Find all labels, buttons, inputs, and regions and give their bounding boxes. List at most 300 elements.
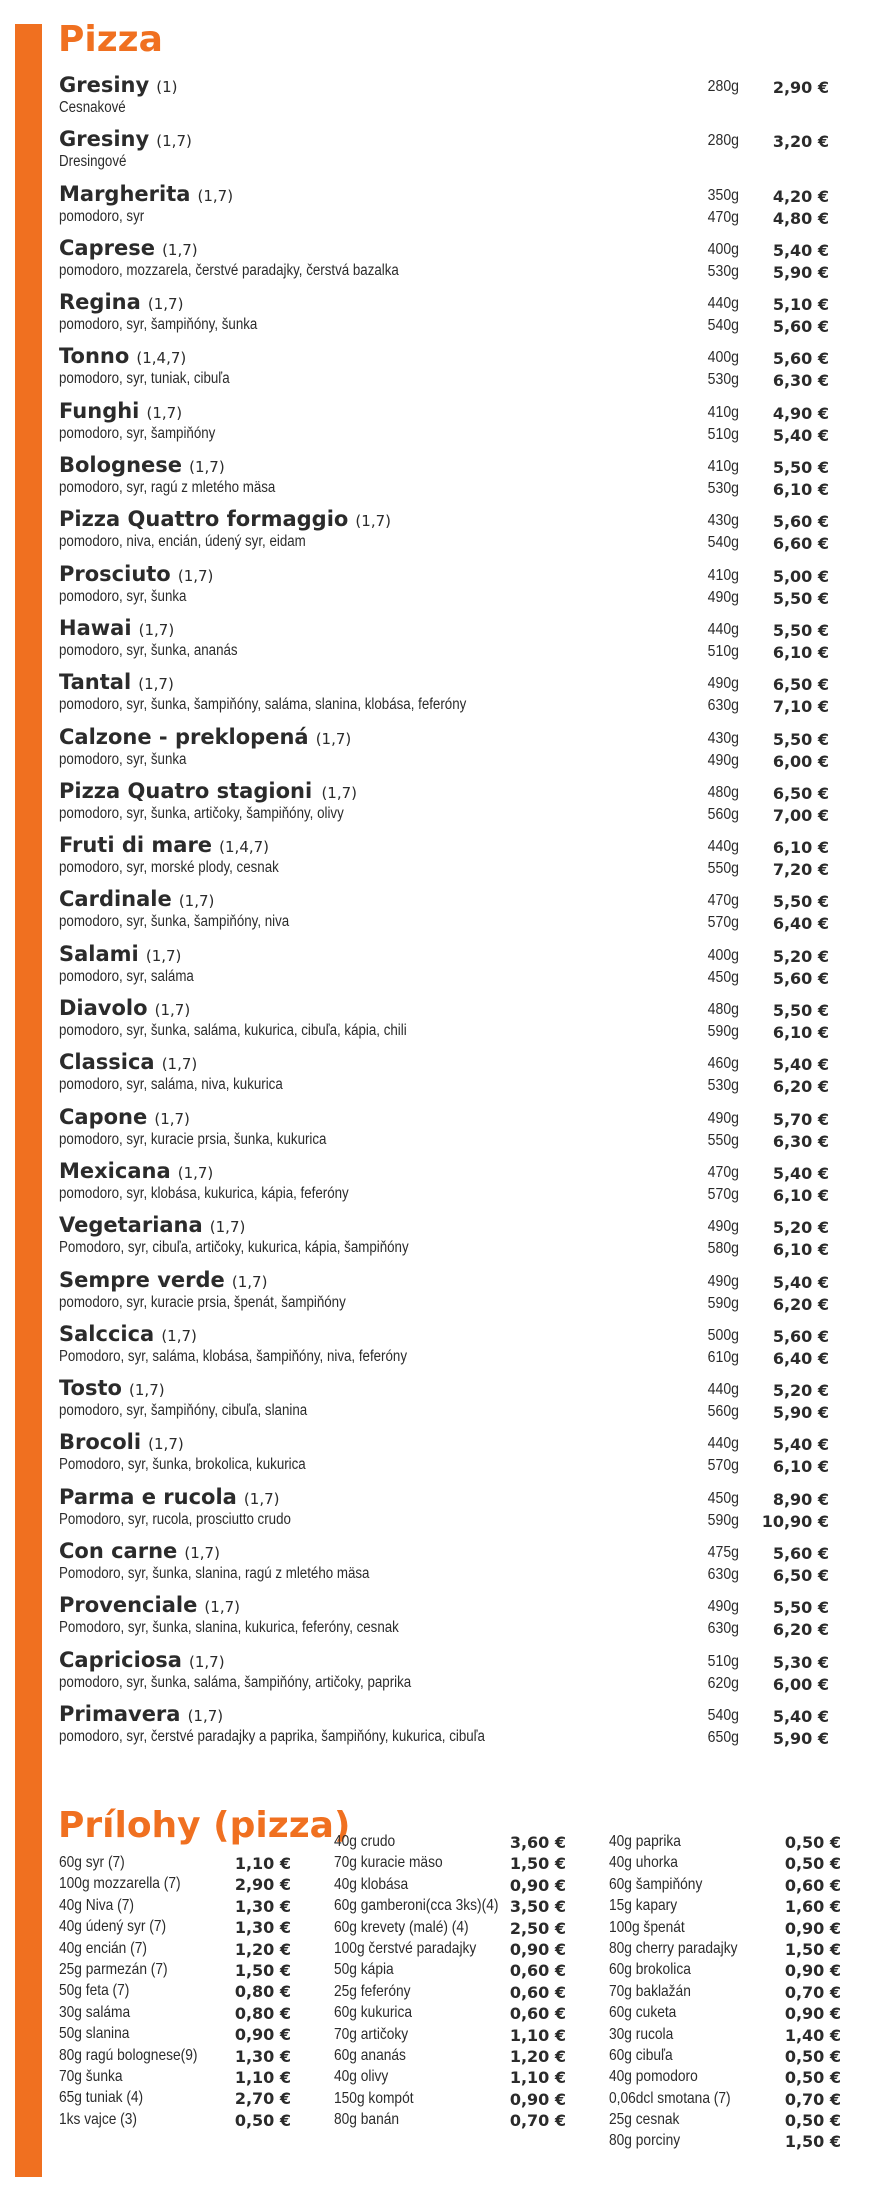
pizza-allergens: (1,7) (156, 132, 192, 151)
pizza-price: 4,90 € (772, 403, 829, 423)
addons-column-2 (334, 1833, 566, 2132)
pizza-price: 8,90 € (772, 1489, 829, 1509)
addon-item (59, 1875, 291, 1896)
addon-price: 0,60 € (509, 1961, 566, 1981)
pizza-name: Salccica (59, 1321, 155, 1346)
addon-price: 1,30 € (234, 1918, 291, 1938)
size-row (679, 132, 829, 154)
pizza-weight: 410g (707, 458, 739, 476)
pizza-weight: 410g (707, 403, 739, 421)
pizza-price: 5,70 € (772, 1109, 829, 1129)
addon-name: 80g ragú bolognese(9) (59, 2046, 198, 2064)
pizza-weight: 490g (707, 1218, 739, 1236)
pizza-price: 6,10 € (772, 1457, 829, 1477)
pizza-allergens: (1,7) (145, 946, 182, 965)
pizza-weight: 440g (707, 620, 739, 638)
pizza-name-line (59, 344, 186, 368)
addon-item (609, 2047, 841, 2068)
pizza-sizes (679, 295, 829, 339)
addons-column-3 (609, 1833, 841, 2154)
addon-item (609, 1961, 841, 1982)
pizza-name-line (59, 399, 182, 423)
pizza-price: 5,50 € (772, 1001, 829, 1021)
pizza-ingredients: Pomodoro, syr, saláma, klobása, šampiňóny, niva, feferóny (59, 1347, 407, 1365)
pizza-name-line (59, 616, 174, 640)
pizza-name: Classica (59, 1050, 155, 1075)
pizza-allergens: (1,4,7) (136, 349, 187, 368)
size-row (679, 263, 829, 285)
pizza-allergens: (1,7) (129, 1381, 165, 1400)
pizza-allergens: (1,7) (204, 1598, 240, 1617)
pizza-ingredients: pomodoro, syr, tuniak, cibuľa (59, 370, 230, 388)
pizza-price: 5,20 € (772, 1218, 829, 1238)
addon-price: 1,20 € (509, 2046, 566, 2066)
pizza-item (59, 453, 839, 507)
addon-price: 0,60 € (784, 1875, 841, 1895)
pizza-weight: 570g (707, 1185, 739, 1203)
pizza-price: 6,00 € (772, 1674, 829, 1694)
addon-item (609, 1919, 841, 1940)
pizza-name: Sempre verde (59, 1267, 225, 1292)
pizza-ingredients: pomodoro, syr, saláma, niva, kukurica (59, 1076, 283, 1094)
pizza-sizes (679, 784, 829, 828)
addon-item (334, 2111, 566, 2132)
addon-name: 70g šunka (59, 2067, 123, 2085)
pizza-item (59, 1050, 839, 1104)
addon-item (59, 1897, 291, 1918)
pizza-list (59, 73, 839, 1756)
addon-price: 0,90 € (509, 2089, 566, 2109)
addon-item (609, 1854, 841, 1875)
addon-price: 0,70 € (509, 2111, 566, 2131)
addon-name: 30g rucola (609, 2025, 674, 2043)
addon-item (59, 2111, 291, 2132)
pizza-weight: 570g (707, 914, 739, 932)
pizza-name-line (59, 1268, 267, 1292)
pizza-item (59, 73, 839, 127)
pizza-sizes (679, 1164, 829, 1208)
addon-price: 0,70 € (784, 1982, 841, 2002)
pizza-weight: 470g (707, 892, 739, 910)
pizza-allergens: (1,7) (154, 1001, 191, 1020)
pizza-price: 5,50 € (772, 620, 829, 640)
pizza-item (59, 833, 839, 887)
pizza-ingredients: Dresingové (59, 153, 127, 171)
size-row (679, 241, 829, 263)
pizza-sizes (679, 1598, 829, 1642)
pizza-sizes (679, 567, 829, 611)
addon-item (334, 2004, 566, 2025)
pizza-weight: 500g (707, 1326, 739, 1344)
pizza-item (59, 670, 839, 724)
pizza-ingredients: pomodoro, syr, šunka, ananás (59, 641, 238, 659)
addon-name: 150g kompót (334, 2089, 414, 2107)
addon-item (59, 1940, 291, 1961)
pizza-weight: 430g (707, 512, 739, 530)
pizza-ingredients: pomodoro, syr, klobása, kukurica, kápia, feferóny (59, 1184, 349, 1202)
pizza-item (59, 1213, 839, 1267)
pizza-allergens: (1,7) (187, 1706, 224, 1725)
pizza-sizes (679, 1544, 829, 1588)
addon-name: 40g paprika (609, 1833, 681, 1850)
pizza-item (59, 344, 839, 398)
addon-price: 0,60 € (509, 2004, 566, 2024)
addon-name: 80g porciny (609, 2132, 681, 2150)
pizza-price: 6,20 € (772, 1294, 829, 1314)
pizza-allergens: (1,7) (161, 1326, 197, 1345)
addon-name: 80g banán (334, 2111, 400, 2129)
size-row (679, 1598, 829, 1620)
pizza-weight: 540g (707, 1706, 739, 1724)
pizza-ingredients: pomodoro, niva, encián, údený syr, eidam (59, 533, 306, 551)
pizza-item (59, 1105, 839, 1159)
pizza-name-line (59, 127, 192, 151)
addon-name: 25g cesnak (609, 2111, 680, 2129)
pizza-allergens: (1,7) (209, 1218, 246, 1237)
pizza-name: Brocoli (59, 1430, 142, 1455)
size-row (679, 1295, 829, 1317)
size-row (679, 1512, 829, 1534)
pizza-weight: 410g (707, 566, 739, 584)
pizza-weight: 490g (707, 751, 739, 769)
pizza-ingredients: pomodoro, syr, šunka, saláma, šampiňóny, artičoky, paprika (59, 1673, 412, 1691)
pizza-name: Vegetariana (59, 1213, 203, 1238)
pizza-name: Prosciuto (59, 561, 171, 586)
pizza-name-line (59, 1485, 279, 1509)
pizza-price: 6,10 € (772, 480, 829, 500)
pizza-weight: 610g (707, 1348, 739, 1366)
pizza-ingredients: Pomodoro, syr, šunka, slanina, ragú z mletého mäsa (59, 1565, 370, 1583)
pizza-name: Funghi (59, 398, 140, 423)
pizza-name: Bolognese (59, 453, 183, 478)
pizza-allergens: (1,7) (189, 458, 225, 477)
pizza-sizes (679, 1490, 829, 1534)
pizza-weight: 450g (707, 1489, 739, 1507)
pizza-allergens: (1,7) (321, 783, 358, 802)
addon-item (334, 1854, 566, 1875)
pizza-weight: 430g (707, 729, 739, 747)
addon-item (609, 2068, 841, 2089)
size-row (679, 860, 829, 882)
pizza-price: 5,40 € (772, 1272, 829, 1292)
pizza-price: 6,50 € (772, 783, 829, 803)
pizza-name-line (59, 1050, 197, 1074)
pizza-price: 6,40 € (772, 1348, 829, 1368)
size-row (679, 1381, 829, 1403)
addon-price: 0,50 € (784, 1833, 841, 1852)
size-row (679, 697, 829, 719)
addon-item (334, 1833, 566, 1854)
pizza-price: 6,10 € (772, 642, 829, 662)
addon-price: 0,90 € (784, 2004, 841, 2024)
addon-price: 0,90 € (509, 1939, 566, 1959)
pizza-price: 5,40 € (772, 1055, 829, 1075)
addon-price: 0,50 € (234, 2110, 291, 2130)
addon-price: 2,50 € (509, 1918, 566, 1938)
pizza-weight: 490g (707, 1272, 739, 1290)
pizza-price: 5,50 € (772, 588, 829, 608)
size-row (679, 806, 829, 828)
addon-item (334, 1876, 566, 1897)
addon-price: 0,70 € (784, 2089, 841, 2109)
addon-name: 60g ananás (334, 2046, 406, 2064)
pizza-price: 6,00 € (772, 751, 829, 771)
size-row (679, 969, 829, 991)
pizza-price: 5,30 € (772, 1652, 829, 1672)
pizza-allergens: (1,7) (177, 566, 214, 585)
size-row (679, 621, 829, 643)
pizza-weight: 450g (707, 968, 739, 986)
addon-item (59, 2025, 291, 2046)
addon-item (59, 2068, 291, 2089)
accent-bar (15, 24, 42, 2177)
pizza-item (59, 1430, 839, 1484)
pizza-weight: 530g (707, 1077, 739, 1095)
pizza-name-line (59, 1105, 190, 1129)
size-row (679, 187, 829, 209)
addon-price: 0,60 € (509, 1982, 566, 2002)
pizza-ingredients: Pomodoro, syr, cibuľa, artičoky, kukurica, kápia, šampiňóny (59, 1239, 409, 1257)
pizza-price: 5,90 € (772, 1403, 829, 1423)
pizza-weight: 440g (707, 295, 739, 313)
pizza-name-line (59, 887, 214, 911)
pizza-weight: 280g (707, 132, 739, 150)
pizza-name-line (59, 833, 269, 857)
addon-name: 100g špenát (609, 1918, 685, 1936)
pizza-price: 6,10 € (772, 1185, 829, 1205)
size-row (679, 1675, 829, 1697)
pizza-price: 6,10 € (772, 1023, 829, 1043)
size-row (679, 892, 829, 914)
size-row (679, 1273, 829, 1295)
pizza-price: 10,90 € (761, 1511, 829, 1531)
pizza-weight: 530g (707, 262, 739, 280)
size-row (679, 404, 829, 426)
addon-item (334, 2026, 566, 2047)
pizza-price: 5,60 € (772, 1326, 829, 1346)
pizza-weight: 400g (707, 240, 739, 258)
size-row (679, 1457, 829, 1479)
addon-price: 1,10 € (509, 2068, 566, 2088)
pizza-allergens: (1,7) (146, 403, 183, 422)
pizza-name-line (59, 725, 351, 749)
addon-name: 15g kapary (609, 1897, 678, 1915)
addon-name: 40g pomodoro (609, 2068, 698, 2086)
pizza-item (59, 182, 839, 236)
addon-item (59, 1918, 291, 1939)
pizza-name-line (59, 562, 213, 586)
pizza-weight: 560g (707, 805, 739, 823)
pizza-sizes (679, 1381, 829, 1425)
pizza-weight: 400g (707, 349, 739, 367)
size-row (679, 947, 829, 969)
pizza-ingredients: pomodoro, syr, šunka, šampiňóny, niva (59, 913, 290, 931)
size-row (679, 1566, 829, 1588)
pizza-ingredients: pomodoro, syr (59, 207, 145, 225)
pizza-price: 5,60 € (772, 349, 829, 369)
pizza-price: 5,90 € (772, 1728, 829, 1748)
addon-item (59, 1854, 291, 1875)
pizza-item (59, 942, 839, 996)
pizza-price: 5,40 € (772, 240, 829, 260)
pizza-name-line (59, 1376, 165, 1400)
pizza-ingredients: pomodoro, syr, čerstvé paradajky a paprika, šampiňóny, kukurica, cibuľa (59, 1727, 485, 1745)
pizza-weight: 475g (707, 1544, 739, 1562)
pizza-price: 6,20 € (772, 1620, 829, 1640)
pizza-allergens: (1,7) (148, 1435, 184, 1454)
addon-price: 1,60 € (784, 1897, 841, 1917)
pizza-sizes (679, 675, 829, 719)
pizza-name: Mexicana (59, 1158, 171, 1183)
pizza-sizes (679, 458, 829, 502)
pizza-price: 2,90 € (772, 78, 829, 97)
pizza-name-line (59, 507, 391, 531)
pizza-price: 5,50 € (772, 729, 829, 749)
pizza-allergens: (1,7) (138, 675, 174, 694)
pizza-sizes (679, 1110, 829, 1154)
addon-item (334, 2047, 566, 2068)
size-row (679, 512, 829, 534)
pizza-name-line (59, 1593, 240, 1617)
addon-item (334, 1961, 566, 1982)
pizza-name-line (59, 453, 225, 477)
addon-price: 1,10 € (234, 1854, 291, 1873)
pizza-price: 3,20 € (772, 132, 829, 152)
pizza-price: 6,60 € (772, 534, 829, 554)
size-row (679, 1435, 829, 1457)
pizza-ingredients: pomodoro, syr, kuracie prsia, šunka, kukurica (59, 1130, 327, 1148)
size-row (679, 1132, 829, 1154)
addon-item (609, 1983, 841, 2004)
addon-item (59, 1961, 291, 1982)
pizza-price: 5,50 € (772, 1598, 829, 1618)
pizza-weight: 470g (707, 1163, 739, 1181)
addon-name: 40g Niva (7) (59, 1896, 134, 1914)
pizza-weight: 280g (707, 78, 739, 95)
addon-name: 25g feferóny (334, 1982, 411, 2000)
pizza-item (59, 1376, 839, 1430)
size-row (679, 1707, 829, 1729)
pizza-item (59, 887, 839, 941)
pizza-item (59, 290, 839, 344)
size-row (679, 1490, 829, 1512)
size-row (679, 1055, 829, 1077)
addon-item (59, 1982, 291, 2003)
addon-name: 60g šampiňóny (609, 1875, 703, 1893)
pizza-allergens: (1,7) (147, 295, 184, 314)
addon-price: 1,50 € (234, 1960, 291, 1980)
pizza-allergens: (1,7) (138, 620, 175, 639)
pizza-name-line (59, 1213, 245, 1237)
pizza-weight: 540g (707, 534, 739, 552)
pizza-allergens: (1,7) (177, 1163, 214, 1182)
pizza-name-line (59, 1648, 225, 1672)
pizza-price: 7,20 € (772, 860, 829, 880)
addons-column-1 (59, 1854, 291, 2132)
pizza-weight: 440g (707, 838, 739, 856)
pizza-price: 5,00 € (772, 566, 829, 586)
addon-name: 60g cuketa (609, 2004, 677, 2022)
pizza-price: 6,30 € (772, 1131, 829, 1151)
size-row (679, 1001, 829, 1023)
pizza-weight: 590g (707, 1023, 739, 1041)
pizza-name-line (59, 1322, 197, 1346)
pizza-ingredients: Pomodoro, syr, rucola, prosciutto crudo (59, 1510, 291, 1528)
pizza-allergens: (1,7) (184, 1544, 220, 1563)
pizza-price: 5,60 € (772, 1544, 829, 1564)
size-row (679, 371, 829, 393)
size-row (679, 752, 829, 774)
pizza-ingredients: pomodoro, syr, šunka (59, 750, 187, 768)
pizza-ingredients: Cesnakové (59, 99, 126, 116)
addon-name: 60g syr (7) (59, 1854, 125, 1871)
pizza-sizes (679, 1707, 829, 1751)
addon-name: 0,06dcl smotana (7) (609, 2089, 731, 2107)
pizza-price: 4,20 € (772, 186, 829, 206)
pizza-name: Tosto (59, 1376, 122, 1401)
pizza-price: 5,50 € (772, 892, 829, 912)
pizza-weight: 440g (707, 1381, 739, 1399)
pizza-ingredients: Pomodoro, syr, šunka, brokolica, kukurica (59, 1456, 306, 1474)
pizza-name: Regina (59, 290, 141, 315)
pizza-weight: 530g (707, 371, 739, 389)
size-row (679, 78, 829, 100)
addon-price: 0,90 € (234, 2025, 291, 2045)
pizza-price: 5,60 € (772, 512, 829, 532)
addon-item (609, 1876, 841, 1897)
pizza-weight: 540g (707, 317, 739, 335)
pizza-sizes (679, 621, 829, 665)
pizza-weight: 510g (707, 425, 739, 443)
size-row (679, 1110, 829, 1132)
pizza-price: 5,90 € (772, 262, 829, 282)
pizza-name: Provenciale (59, 1593, 198, 1618)
addon-item (609, 2090, 841, 2111)
size-row (679, 1240, 829, 1262)
pizza-weight: 630g (707, 1620, 739, 1638)
addon-name: 30g saláma (59, 2003, 131, 2021)
pizza-item (59, 507, 839, 561)
pizza-name: Margherita (59, 181, 191, 206)
addon-name: 70g artičoky (334, 2025, 409, 2043)
pizza-item (59, 562, 839, 616)
pizza-name: Salami (59, 941, 139, 966)
pizza-ingredients: pomodoro, mozzarela, čerstvé paradajky, čerstvá bazalka (59, 261, 399, 279)
addon-name: 25g parmezán (7) (59, 1960, 168, 1978)
size-row (679, 295, 829, 317)
size-row (679, 480, 829, 502)
size-row (679, 643, 829, 665)
size-row (679, 1729, 829, 1751)
pizza-weight: 400g (707, 946, 739, 964)
pizza-price: 5,10 € (772, 295, 829, 315)
addon-item (59, 2047, 291, 2068)
addon-name: 60g brokolica (609, 1961, 691, 1979)
pizza-sizes (679, 947, 829, 991)
size-row (679, 1164, 829, 1186)
pizza-allergens: (1,7) (162, 240, 198, 259)
pizza-name-line (59, 1430, 184, 1454)
pizza-name: Gresiny (59, 127, 150, 152)
pizza-weight: 570g (707, 1457, 739, 1475)
addon-item (334, 1983, 566, 2004)
size-row (679, 675, 829, 697)
addon-price: 1,50 € (784, 2132, 841, 2152)
pizza-name-line (59, 670, 174, 694)
pizza-ingredients: pomodoro, syr, šampiňóny, šunka (59, 316, 258, 334)
addon-item (334, 1919, 566, 1940)
pizza-allergens: (1) (156, 78, 178, 96)
